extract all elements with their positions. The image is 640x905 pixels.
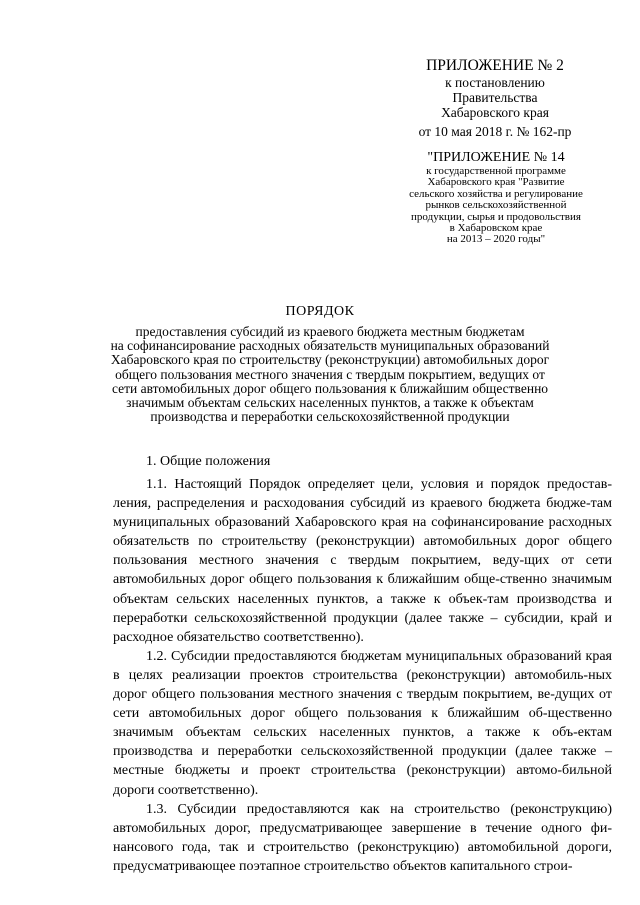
- subtitle-line: предоставления субсидий из краевого бюджета местным бюджетам: [135, 324, 525, 339]
- paragraph-1-1: 1.1. Настоящий Порядок определяет цели, условия и порядок предостав-ления, распределения и расходования субсидий из краевого бюджета бюдже-там муниципальных образований Хабаровского края на софинансирование расходных обязательств по строительству (реконструкции) автомобильных дорог общего пользования местного значения с твердым покрытием, веду-щих от сети автомобильных дорог общего пользования к ближайшим обще-ственно значимым объектам сельских населенных пунктов, а также к объек-там производства и переработки сельскохозяйственной продукции (далее также – субсидии, край и расходное обязательство соответственно).: [113, 477, 612, 645]
- appendix-14-line: сельского хозяйства и регулирование: [409, 187, 583, 200]
- appendix-2-date: от 10 мая 2018 г. № 162-пр: [418, 124, 572, 139]
- appendix-2-line: Хабаровского края: [441, 105, 549, 120]
- document-body: [113, 475, 612, 876]
- document-title: ПОРЯДОК: [285, 304, 355, 319]
- appendix-2-block: [390, 57, 600, 141]
- subtitle-line: общего пользования местного значения с твердым покрытием, ведущих от: [115, 366, 545, 382]
- appendix-14-title: "ПРИЛОЖЕНИЕ № 14: [427, 150, 565, 165]
- appendix-14-line: Хабаровского края "Развитие: [427, 176, 565, 189]
- appendix-2-line: к постановлению: [445, 75, 545, 90]
- appendix-14-line: на 2013 – 2020 годы": [446, 233, 546, 246]
- subtitle-line: производства и переработки сельскохозяйственной продукции: [150, 409, 510, 425]
- paragraph-1-3: 1.3. Субсидии предоставляются как на строительство (реконструкцию) автомобильных дорог, предусматривающее завершение в течение одного фи-нансового года, так и строительство (реконструкцию) автомобильной дороги, предусматривающее поэтапное строительство объектов капитального строи-: [113, 801, 612, 874]
- subtitle-line: сети автомобильных дорог общего пользования к ближайшим общественно: [111, 380, 549, 396]
- document-subtitle: [95, 325, 565, 424]
- appendix-14-line: к государственной программе: [426, 165, 566, 177]
- appendix-14-line: рынков сельскохозяйственной: [425, 199, 567, 212]
- appendix-2-line: Правительства: [452, 90, 538, 105]
- section-heading: 1. Общие положения: [146, 454, 271, 469]
- paragraph-1-2: 1.2. Субсидии предоставляются бюджетам муниципальных образований края в целях реализации проектов строительства (реконструкции) автомобиль-ных дорог общего пользования местного значения с твердым покрытием, ве-дущих от сети автомобильных дорог общего пользования к ближайшим об-щественно значимым объектам сельских населенных пунктов, а также к объ-ектам производства и переработки сельскохозяйственной продукции (далее также – местные бюджеты и проект строительства (реконструкции) автомо-бильной дороги соответственно).: [113, 648, 612, 798]
- subtitle-line: на софинансирование расходных обязательств муниципальных образований: [110, 338, 550, 354]
- subtitle-line: Хабаровского края по строительству (реконструкции) автомобильных дорог: [110, 352, 550, 368]
- subtitle-line: значимым объектам сельских населенных пунктов, а также к объектам: [126, 395, 534, 411]
- appendix-14-line: в Хабаровском крае: [449, 222, 543, 235]
- appendix-14-block: [372, 150, 620, 246]
- appendix-14-line: продукции, сырья и продовольствия: [411, 210, 581, 223]
- appendix-2-title: ПРИЛОЖЕНИЕ № 2: [426, 57, 564, 74]
